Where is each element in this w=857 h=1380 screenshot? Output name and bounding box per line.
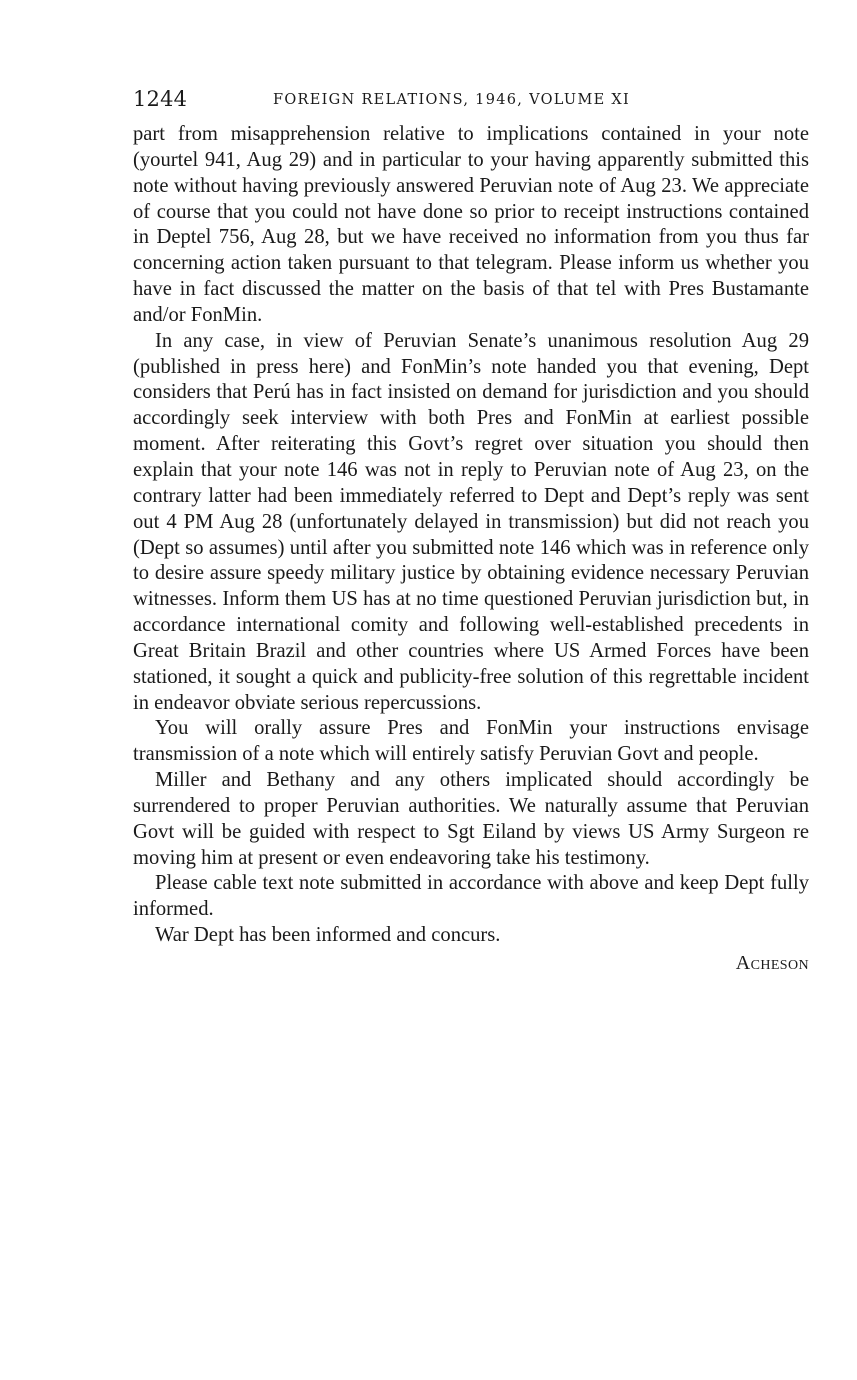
- paragraph: You will orally assure Pres and FonMin your instructions envisage transmission of a note which will entirely satisfy Peruvian Govt and people.: [133, 717, 809, 766]
- page-header: [133, 84, 809, 118]
- paragraph: Miller and Bethany and any others implicated should accordingly be surrendered to proper Peruvian authorities. We naturally assume that Peruvian Govt will be guided with respect to Sgt Eiland by views US Army Surgeon re moving him at present or even endeavoring take his testimony.: [133, 769, 809, 869]
- document-page: [133, 84, 809, 976]
- page-number: 1244: [133, 87, 188, 111]
- paragraph: War Dept has been informed and concurs.: [155, 924, 501, 947]
- document-body: [133, 122, 809, 949]
- paragraph: Please cable text note submitted in accordance with above and keep Dept fully informed.: [133, 872, 809, 921]
- paragraph-continuation: part from misapprehension relative to implications contained in your note (yourtel 941, Aug 29) and in particular to your having apparently submitted this note without having previously answered Peruvian note of Aug 23. We appreciate of course that you could not have done so prior to receipt instructions contained in Deptel 756, Aug 28, but we have received no information from you thus far concerning action taken pursuant to that telegram. Please inform us whether you have in fact discussed the matter on the basis of that tel with Pres Bustamante and/or FonMin.: [133, 123, 809, 326]
- signature: Acheson: [735, 952, 809, 974]
- paragraph: In any case, in view of Peruvian Senate’s unanimous resolution Aug 29 (published in press here) and FonMin’s note handed you that evening, Dept considers that Perú has in fact insisted on demand for jurisdiction and you should accordingly seek interview with both Pres and FonMin at earliest possible moment. After reiterating this Govt’s regret over situation you should then explain that your note 146 was not in reply to Peruvian note of Aug 23, on the contrary latter had been immediately referred to Dept and Dept’s reply was sent out 4 PM Aug 28 (unfortunately delayed in transmission) but did not reach you (Dept so assumes) until after you submitted note 146 which was in reference only to desire assure speedy military justice by obtaining evidence necessary Peruvian witnesses. Inform them US has at no time questioned Peruvian jurisdiction but, in accordance international comity and following well-established precedents in Great Britain Brazil and other countries where US Armed Forces have been stationed, it sought a quick and publicity-free solution of this regrettable incident in endeavor obviate serious repercussions.: [133, 329, 809, 714]
- running-head: FOREIGN RELATIONS, 1946, VOLUME XI: [273, 92, 631, 108]
